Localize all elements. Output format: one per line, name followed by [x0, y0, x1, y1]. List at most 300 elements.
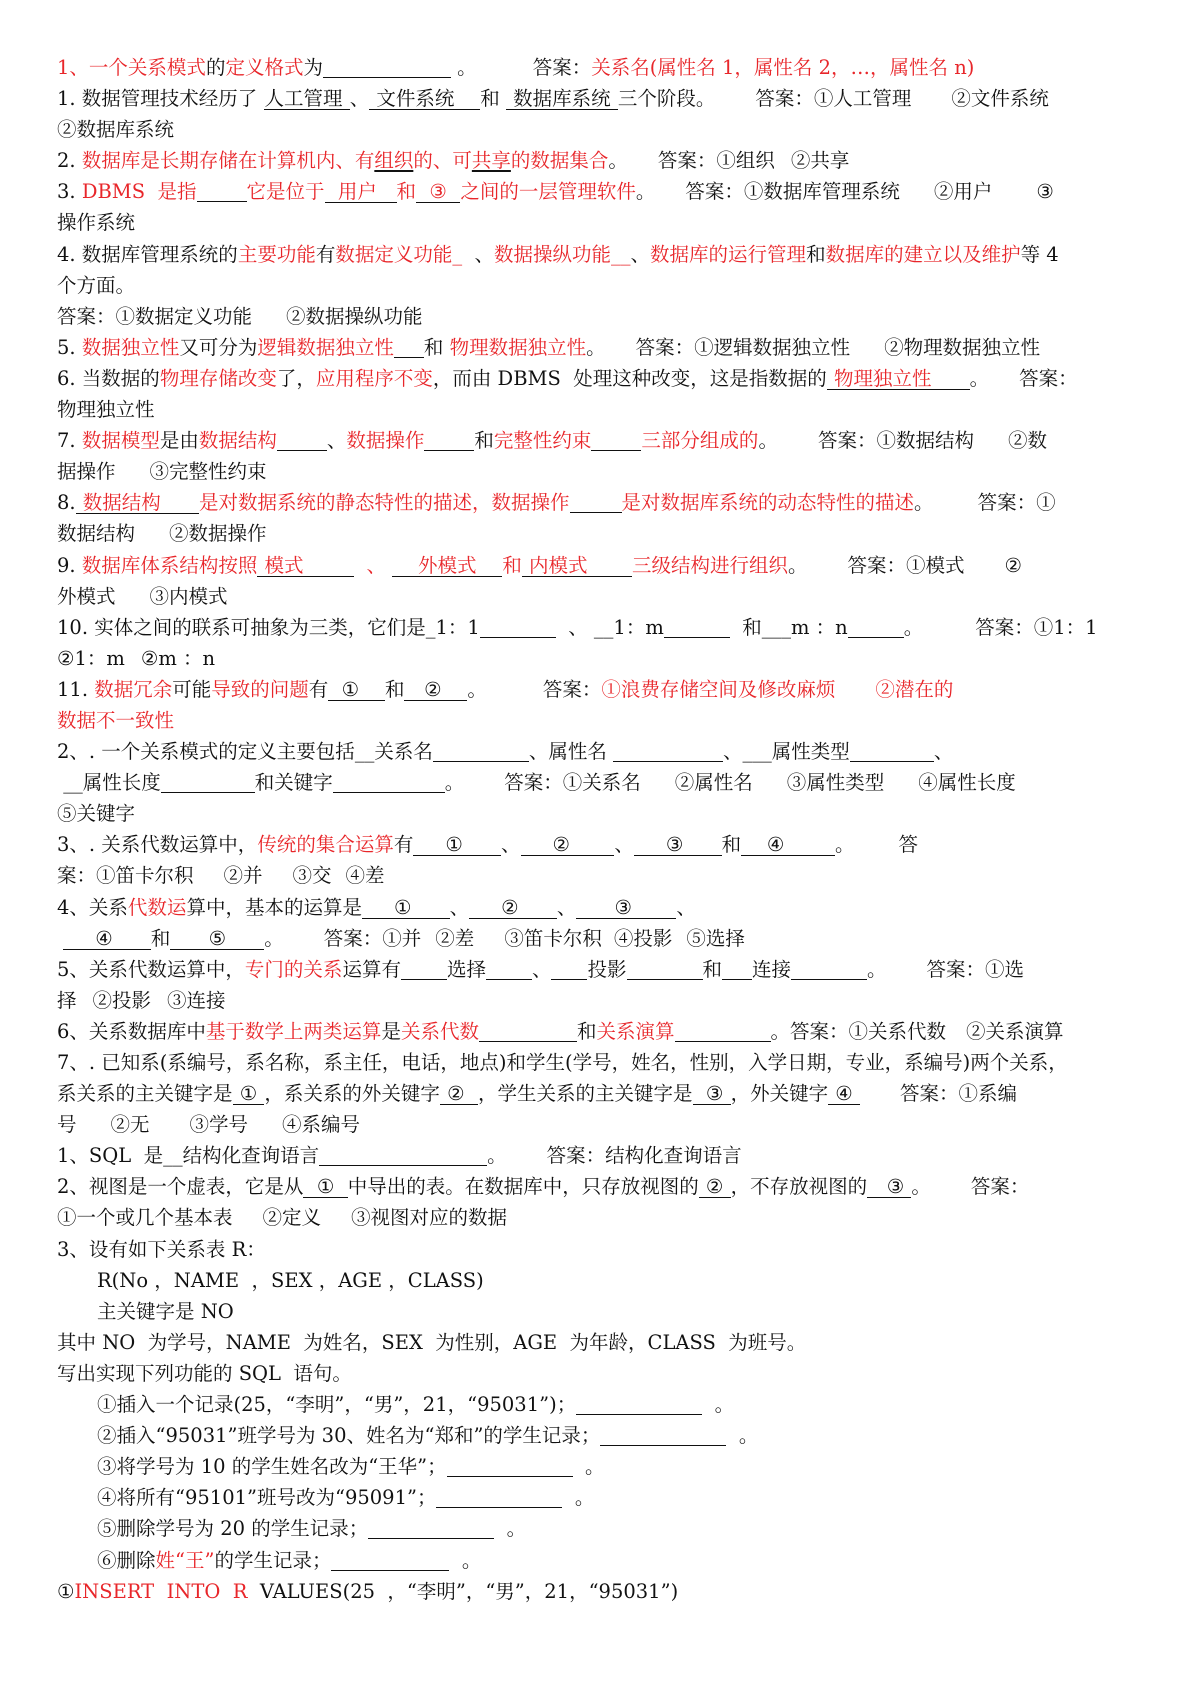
highlighted-text: 导致的问题	[211, 677, 309, 701]
text-span: ，学生关系的主关键字是	[478, 1082, 693, 1106]
answer-blank	[401, 959, 447, 980]
text-line	[57, 1047, 1139, 1078]
text-span: 11.	[57, 677, 95, 701]
highlighted-text: 数据独立性	[81, 335, 180, 359]
text-span: 和	[806, 242, 826, 266]
text-span: 案：①笛卡尔积	[57, 864, 194, 888]
text-line	[57, 1482, 1139, 1513]
text-span: ③	[634, 833, 721, 857]
text-span: 和	[474, 429, 494, 453]
answer-blank	[722, 959, 752, 980]
highlighted-text: 关系演算	[596, 1019, 675, 1043]
highlighted-text: 完整性约束	[493, 429, 592, 453]
text-span: 。	[449, 1548, 482, 1572]
text-line	[57, 1451, 1139, 1482]
text-span: 个方面。	[57, 273, 136, 297]
text-span: 3.	[57, 180, 82, 204]
text-span: 3、设有如下关系表 R：	[57, 1237, 266, 1261]
text-span: 算中，基本的运算是	[186, 895, 362, 919]
text-span: ④系编号	[282, 1113, 361, 1137]
highlighted-text: 数据库的建立以及维护	[825, 242, 1021, 266]
highlighted-text: DBMS 是指	[81, 180, 197, 204]
text-span: 号	[57, 1113, 77, 1137]
text-span: ②	[405, 677, 467, 701]
highlighted-text: 应用程序不变	[315, 366, 433, 390]
text-span: 据操作	[57, 460, 116, 484]
text-line	[57, 1576, 1139, 1607]
text-span: ④属性长度	[918, 771, 1016, 795]
text-span: 。	[608, 149, 628, 173]
text-span: 6. 当数据的	[57, 366, 160, 390]
text-span: ，外关键字	[730, 1082, 829, 1106]
text-span: 写出实现下列功能的 SQL 语句。	[57, 1361, 352, 1385]
text-span: 、	[555, 615, 594, 639]
answer-blank	[600, 1425, 726, 1446]
text-span: 。	[444, 771, 465, 795]
answer-blank	[576, 1394, 702, 1415]
highlighted-text: ①浪费存储空间及修改麻烦	[601, 677, 836, 701]
text-span: 、	[501, 833, 521, 857]
text-span: 和	[150, 926, 171, 950]
text-span: ②用户	[933, 180, 993, 204]
highlighted-text: 传统的集合运算	[257, 833, 394, 857]
text-line	[57, 1109, 1139, 1140]
text-span: 答案：①模式	[847, 553, 965, 577]
highlighted-text: 外模式	[393, 553, 502, 577]
text-span: ③视图对应的数据	[351, 1206, 508, 1230]
text-span: 答	[898, 833, 919, 857]
text-span: 。	[562, 1486, 595, 1510]
text-span: ④	[64, 926, 150, 950]
text-span: 1、SQL 是	[57, 1144, 164, 1168]
answer-blank	[424, 430, 474, 451]
highlighted-text: 逻辑数据独立性	[257, 335, 394, 359]
highlighted-text: 用户	[325, 180, 396, 204]
text-span: 2.	[57, 149, 82, 173]
text-span: 。	[903, 615, 924, 639]
highlighted-text: 物理数据独立性	[449, 335, 587, 359]
highlighted-text: 关系名(属性名 1，属性名 2，…，属性名 n)	[591, 56, 975, 79]
text-span: 。	[969, 366, 990, 390]
text-span: ⑥删除	[97, 1548, 156, 1572]
text-span: ②并	[223, 864, 263, 888]
text-line	[57, 1296, 1139, 1327]
text-span: 物理独立性	[57, 398, 155, 422]
answer-blank	[319, 1145, 487, 1166]
highlighted-text: 是对数据库系统的动态特性的描述	[621, 491, 915, 515]
text-span: ③属性类型	[786, 771, 885, 795]
text-span: 。	[264, 926, 284, 950]
text-span: 三个阶段。	[617, 87, 716, 111]
answer-blank	[161, 772, 255, 793]
answer-blank	[480, 617, 556, 638]
text-line	[57, 1234, 1139, 1265]
text-line	[57, 1420, 1139, 1451]
highlighted-text: INSERT INTO R	[74, 1579, 248, 1603]
text-span: ②数据操纵功能	[286, 304, 423, 328]
highlighted-text: _	[452, 242, 463, 266]
text-span: 2、视图是一个虚表，它是从	[57, 1175, 304, 1199]
highlighted-text: 数据定义功能	[335, 242, 453, 266]
text-line	[57, 176, 1139, 207]
text-span: 。	[867, 957, 887, 981]
highlighted-text: 专门的关系	[244, 957, 343, 981]
text-span: 人工管理	[264, 87, 349, 111]
highlighted-text: 三部分组成的	[641, 429, 759, 453]
text-span: 中导出的表。在数据库中，只存放视图的	[347, 1175, 699, 1199]
text-span: 的	[205, 56, 226, 79]
highlighted-text: 数据操纵功能	[494, 242, 612, 266]
text-span: 7.	[57, 429, 82, 453]
text-span: 1. 数据管理技术经历了	[57, 87, 264, 111]
text-span: 等 4	[1020, 242, 1059, 266]
text-span: ③	[1036, 180, 1054, 204]
highlighted-text: 三级结构进行组织	[631, 553, 788, 577]
text-span: 和	[702, 957, 723, 981]
text-line	[57, 83, 1139, 114]
text-span: 。	[487, 1144, 507, 1168]
answer-blank	[664, 617, 730, 638]
highlighted-text: 关系代数	[400, 1019, 479, 1043]
answer-blank	[394, 337, 424, 358]
text-span: ①	[304, 1175, 347, 1199]
text-span: ③笛卡尔积	[504, 926, 602, 950]
answer-blank	[486, 959, 532, 980]
highlighted-text: 数据结构	[76, 491, 198, 515]
text-span: 答案：	[542, 677, 602, 701]
document-page	[57, 52, 1139, 1607]
text-span: _1：1	[425, 615, 480, 639]
text-span: ④	[829, 1082, 859, 1106]
text-span: ②文件系统	[951, 87, 1049, 111]
text-line	[57, 550, 1139, 581]
text-span: 了，	[276, 366, 316, 390]
text-span: ③交	[292, 864, 332, 888]
text-span: 答案：①数据库管理系统	[685, 180, 900, 204]
text-span: 。	[914, 491, 934, 515]
text-span: ⑤关键字	[57, 802, 136, 826]
highlighted-text: 物理独立性	[827, 366, 969, 390]
text-span: VALUES(25 ，“李明”，“男”，21，“95031”)	[247, 1579, 679, 1603]
text-span: 、	[723, 740, 743, 764]
text-line	[57, 1140, 1139, 1171]
text-span: 选择	[446, 957, 486, 981]
text-span: 可能	[172, 677, 212, 701]
text-line	[57, 1513, 1139, 1544]
text-span: 有	[308, 677, 329, 701]
text-span: 。	[911, 1175, 931, 1199]
highlighted-text: 姓“王”	[155, 1548, 215, 1572]
text-span: __属性长度	[57, 771, 161, 795]
text-span: 、	[449, 895, 470, 919]
text-span: 主关键字是 NO	[97, 1299, 234, 1323]
text-span: 。答案：①关系代数	[770, 1019, 947, 1043]
highlighted-text: 定义格式	[225, 56, 304, 79]
text-span: 有	[315, 242, 336, 266]
text-span: 连接	[752, 957, 792, 981]
text-line	[57, 301, 1139, 332]
answer-blank	[333, 772, 445, 793]
text-span: 答案：①选	[926, 957, 1025, 981]
text-line	[57, 145, 1139, 176]
text-span: 答案：	[1019, 366, 1078, 390]
text-span: 答案：①关系名	[504, 771, 641, 795]
highlighted-text: 和	[502, 553, 522, 577]
highlighted-text: 基于数学上两类运算	[205, 1019, 382, 1043]
text-span: ③完整性约束	[149, 460, 267, 484]
text-span: 是由	[159, 429, 199, 453]
text-span: ②m ：n	[140, 646, 216, 670]
text-span: 5.	[57, 335, 82, 359]
text-span: ，而由 DBMS 处理这种改变，这是指数据的	[432, 366, 827, 390]
text-line	[57, 207, 1139, 238]
text-span: 答案：①数据定义功能	[57, 304, 253, 328]
text-span: 的学生记录；	[214, 1548, 332, 1572]
text-span: 外模式	[57, 584, 116, 608]
text-line	[57, 1327, 1139, 1358]
text-span: 7、. 已知系(系编号，系名称，系主任，电话，地点)和学生(学号，姓名，性别，入学日期，专业，系编号)两个关系，	[57, 1051, 1068, 1074]
text-span: 答案：①系编	[900, 1082, 1018, 1106]
highlighted-text: 之间的一层管理软件	[460, 180, 636, 204]
answer-blank	[591, 430, 641, 451]
text-span: 。	[572, 1455, 605, 1479]
text-line	[57, 425, 1139, 456]
text-span: ②共享	[790, 149, 850, 173]
text-span: 、	[933, 740, 954, 764]
text-line	[57, 1358, 1139, 1389]
text-span: ②数据库系统	[57, 118, 175, 142]
answer-blank	[197, 181, 247, 202]
answer-blank	[570, 492, 622, 513]
text-line	[57, 860, 1139, 891]
text-span: ④差	[345, 864, 385, 888]
text-span: 、	[614, 833, 634, 857]
highlighted-text: 数据冗余	[94, 677, 173, 701]
text-span: 有	[393, 833, 414, 857]
text-span: ②插入“95031”班学号为 30、姓名为“郑和”的学生记录；	[97, 1424, 601, 1448]
text-line	[57, 798, 1139, 829]
text-span: 答案：①逻辑数据独立性	[635, 335, 851, 359]
text-span: 择	[57, 988, 77, 1012]
answer-blank	[323, 57, 451, 78]
highlighted-text: 内模式	[522, 553, 631, 577]
highlighted-text: 数据不一致性	[57, 708, 175, 732]
text-span: 和	[480, 87, 506, 111]
text-span: ①插入一个记录(25，“李明”，“男”，21，“95031”)；	[97, 1393, 577, 1417]
text-span: 和关键字	[254, 771, 333, 795]
answer-blank	[479, 1021, 577, 1042]
text-line	[57, 1265, 1139, 1296]
text-span: ②属性名	[674, 771, 753, 795]
text-line	[57, 1171, 1139, 1202]
text-span: 。	[494, 1517, 527, 1541]
text-span: 答案：	[970, 1175, 1030, 1199]
text-span: ②物理数据独立性	[884, 335, 1041, 359]
text-span: 。	[726, 1424, 759, 1448]
text-span: 答案：①人工管理	[755, 87, 912, 111]
text-span: ⑤删除学号为 20 的学生记录；	[97, 1517, 369, 1541]
text-span: 答案：①	[977, 491, 1056, 515]
text-line	[57, 456, 1139, 487]
text-line	[57, 1016, 1139, 1047]
text-line	[57, 829, 1139, 860]
text-span: ②1：m	[57, 646, 125, 670]
text-span: ④	[742, 833, 834, 857]
text-span: 、	[462, 242, 495, 266]
text-span: 又可分为	[179, 335, 258, 359]
text-line	[57, 394, 1139, 425]
text-span: ①	[329, 677, 384, 701]
text-span: 。	[586, 335, 606, 359]
text-span: 、	[326, 429, 347, 453]
text-span: 、	[531, 957, 552, 981]
text-span: 文件系统	[370, 87, 480, 111]
text-span: 和	[423, 335, 450, 359]
text-span: 10. 实体之间的联系可抽象为三类，它们是	[57, 615, 426, 639]
text-span: ④将所有“95101”班号改为“95091”；	[97, 1486, 437, 1510]
answer-blank	[850, 741, 934, 762]
highlighted-text: 主要功能	[237, 242, 316, 266]
text-span: 答案：	[532, 56, 592, 79]
text-line	[57, 239, 1139, 270]
text-span: __结构化查询语言	[163, 1144, 320, 1168]
highlighted-text: ②潜在的	[875, 677, 954, 701]
text-span: 系关系的主关键字是	[57, 1082, 233, 1106]
text-span: ③	[577, 895, 676, 919]
text-span: ④投影	[613, 926, 673, 950]
text-span: 9.	[57, 553, 82, 577]
text-span: 5、关系代数运算中，	[57, 957, 245, 981]
text-span: ②	[440, 1082, 477, 1106]
highlighted-text: 数据操作	[491, 491, 570, 515]
answer-blank	[368, 1518, 494, 1539]
text-span: 。	[834, 833, 855, 857]
highlighted-text: 代数运	[127, 895, 187, 919]
text-line	[57, 1545, 1139, 1576]
highlighted-text: 是对数据系统的静态特性的描述，	[199, 491, 492, 515]
text-span: ②定义	[262, 1206, 322, 1230]
highlighted-text: ③	[417, 180, 460, 204]
text-span: R(No ，NAME ，SEX ，AGE ，CLASS)	[97, 1268, 484, 1292]
text-span: ①	[57, 1579, 75, 1603]
text-span: ①	[414, 833, 501, 857]
text-span: 、	[556, 895, 577, 919]
highlighted-text: 共享	[471, 149, 511, 173]
text-line	[57, 518, 1139, 549]
text-span: 操作系统	[57, 211, 136, 235]
highlighted-text: 的数据集合	[510, 149, 609, 173]
text-span: ②差	[435, 926, 475, 950]
text-line	[57, 705, 1139, 736]
text-span: ③	[868, 1175, 911, 1199]
answer-blank	[551, 959, 587, 980]
text-line	[57, 581, 1139, 612]
text-span: ②	[521, 833, 614, 857]
answer-blank	[277, 430, 327, 451]
text-span: 4、关系	[57, 895, 128, 919]
text-span: 运算有	[342, 957, 401, 981]
answer-blank	[436, 1487, 562, 1508]
text-span: ③连接	[167, 988, 226, 1012]
highlighted-text: 数据结构	[198, 429, 277, 453]
text-span: 4. 数据库管理系统的	[57, 242, 238, 266]
text-span: ，系关系的外关键字	[264, 1082, 440, 1106]
text-span: 、属性名	[528, 740, 614, 764]
text-span: ①	[362, 895, 449, 919]
text-span: ②数	[1007, 429, 1047, 453]
text-span: ，不存放视图的	[730, 1175, 868, 1199]
text-span: ③内模式	[149, 584, 228, 608]
text-span: ③	[693, 1082, 730, 1106]
text-span: ②关系演算	[966, 1019, 1064, 1043]
text-line	[57, 736, 1139, 767]
text-span: 数据结构	[57, 522, 136, 546]
text-span: ___m ：n	[761, 615, 848, 639]
highlighted-text: 数据库的运行管理	[650, 242, 807, 266]
text-span: 、	[630, 242, 651, 266]
highlighted-text: 数据库体系结构按照	[81, 553, 258, 577]
text-line	[57, 1202, 1139, 1233]
text-span: 是	[381, 1019, 401, 1043]
text-line	[57, 114, 1139, 145]
highlighted-text: 数据模型	[81, 429, 160, 453]
text-span: 为	[303, 56, 323, 79]
highlighted-text: 物理存储改变	[159, 366, 277, 390]
highlighted-text: 的、可	[413, 149, 472, 173]
text-span: 投影	[587, 957, 627, 981]
highlighted-text: 它是位于	[246, 180, 325, 204]
text-line	[57, 487, 1139, 518]
text-line	[57, 1389, 1139, 1420]
text-line	[57, 954, 1139, 985]
highlighted-text: 数据库是长期存储在计算机内、有	[81, 149, 375, 173]
text-span: ②	[1004, 553, 1022, 577]
text-span: 3、. 关系代数运算中，	[57, 833, 258, 857]
text-span: 答案：①组织	[657, 149, 775, 173]
text-span: 、	[676, 895, 696, 919]
text-line	[57, 923, 1139, 954]
text-span: ②数据操作	[169, 522, 267, 546]
answer-blank	[791, 959, 867, 980]
text-span: __关系名	[354, 740, 433, 764]
text-line	[57, 643, 1139, 674]
answer-blank	[613, 741, 723, 762]
text-span: 其中 NO 为学号，NAME 为姓名，SEX 为性别，AGE 为年龄，CLASS 为班号。	[57, 1330, 807, 1354]
highlighted-text: 模式	[258, 553, 354, 577]
answer-blank	[433, 741, 529, 762]
text-span: 。	[702, 1393, 735, 1417]
text-span: 和	[384, 677, 405, 701]
text-span: ①一个或几个基本表	[57, 1206, 233, 1230]
text-span: ⑤选择	[686, 926, 745, 950]
text-span: 数据库系统	[506, 87, 617, 111]
text-span: ⑤	[171, 926, 264, 950]
answer-blank	[331, 1550, 449, 1571]
text-span: 6、关系数据库中	[57, 1019, 206, 1043]
text-span: 答案：①并	[323, 926, 422, 950]
answer-blank	[627, 959, 703, 980]
text-line	[57, 52, 1139, 83]
highlighted-text: __	[611, 242, 631, 266]
text-span: ②无	[110, 1113, 150, 1137]
text-line	[57, 612, 1139, 643]
answer-blank	[447, 1456, 573, 1477]
text-span: 答案：结构化查询语言	[546, 1144, 742, 1168]
text-span: ③学号	[189, 1113, 249, 1137]
text-span: ②	[470, 895, 556, 919]
highlighted-text: 关系模式	[127, 56, 206, 79]
text-span: ②	[699, 1175, 730, 1199]
